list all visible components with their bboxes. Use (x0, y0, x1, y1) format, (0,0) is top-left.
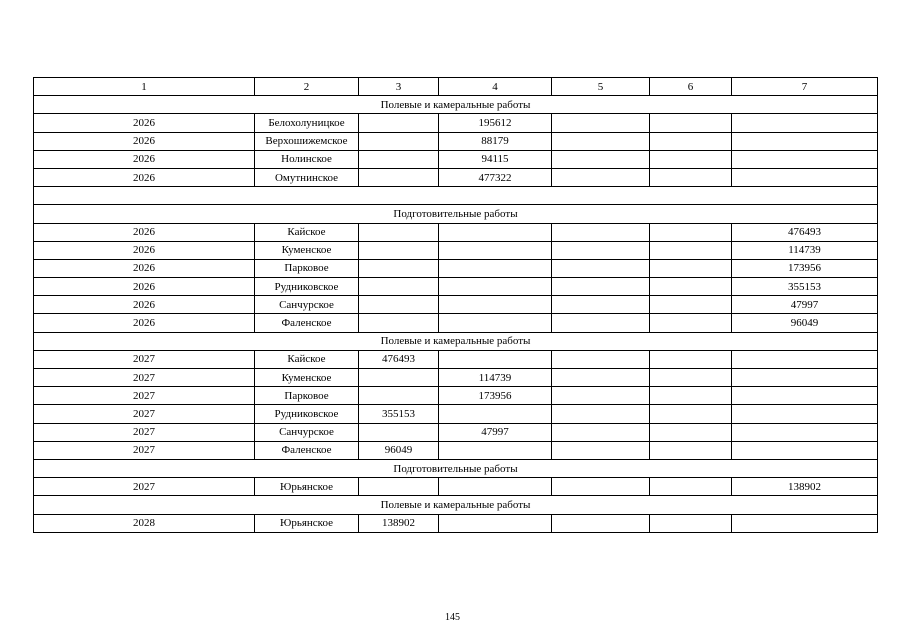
table-cell-col-2: Белохолуницкое (255, 114, 359, 132)
header-cell-1: 1 (34, 78, 255, 96)
table-cell-col-3 (359, 423, 439, 441)
table-cell-col-1: 2027 (34, 405, 255, 423)
header-cell-3: 3 (359, 78, 439, 96)
table-cell-col-5 (552, 150, 650, 168)
table-cell-col-4 (439, 405, 552, 423)
table-row (34, 150, 878, 168)
table-cell-col-1: 2027 (34, 423, 255, 441)
table-cell-col-3 (359, 114, 439, 132)
table-row (34, 241, 878, 259)
header-cell-6: 6 (650, 78, 732, 96)
table-cell-col-2: Юрьянское (255, 478, 359, 496)
table-cell-col-3 (359, 369, 439, 387)
table-cell-col-3 (359, 241, 439, 259)
table-cell-col-3: 355153 (359, 405, 439, 423)
table-cell-col-7: 355153 (732, 278, 878, 296)
table-cell-col-2: Рудниковское (255, 278, 359, 296)
table-cell-col-5 (552, 296, 650, 314)
table-row (34, 350, 878, 368)
table-row (34, 296, 878, 314)
table-row (34, 369, 878, 387)
table-cell-col-5 (552, 387, 650, 405)
table-row (34, 259, 878, 277)
table-row (34, 514, 878, 532)
table-cell-col-5 (552, 478, 650, 496)
table-cell-col-2: Верхошижемское (255, 132, 359, 150)
table-cell-col-7 (732, 132, 878, 150)
table-cell-col-5 (552, 369, 650, 387)
table-cell-col-7 (732, 423, 878, 441)
section-title: Полевые и камеральные работы (34, 96, 878, 114)
table-cell-col-2: Парковое (255, 387, 359, 405)
table-cell-col-1: 2027 (34, 387, 255, 405)
table-cell-col-6 (650, 168, 732, 186)
table-cell-col-1: 2027 (34, 350, 255, 368)
table-cell-col-6 (650, 132, 732, 150)
table-cell-col-7 (732, 114, 878, 132)
table-cell-col-6 (650, 296, 732, 314)
table-cell-col-4 (439, 223, 552, 241)
section-row (34, 459, 878, 477)
table-cell-col-4: 88179 (439, 132, 552, 150)
table-cell-col-1: 2026 (34, 259, 255, 277)
table-cell-col-6 (650, 241, 732, 259)
table-cell-col-4: 173956 (439, 387, 552, 405)
table-cell-col-2: Нолинское (255, 150, 359, 168)
header-row (34, 78, 878, 96)
blank-row (34, 187, 878, 205)
table-cell-col-4 (439, 314, 552, 332)
table-cell-col-7 (732, 405, 878, 423)
table-cell-col-5 (552, 423, 650, 441)
table-cell-col-1: 2028 (34, 514, 255, 532)
table-cell-col-2: Парковое (255, 259, 359, 277)
table-row (34, 478, 878, 496)
table-cell-col-2: Санчурское (255, 423, 359, 441)
table-row (34, 423, 878, 441)
table-cell-col-2: Кайское (255, 223, 359, 241)
works-table-body (34, 78, 878, 533)
table-cell-col-6 (650, 223, 732, 241)
table-cell-col-4 (439, 296, 552, 314)
table-row (34, 405, 878, 423)
header-cell-5: 5 (552, 78, 650, 96)
table-cell-col-7 (732, 168, 878, 186)
table-cell-col-6 (650, 150, 732, 168)
table-cell-col-6 (650, 278, 732, 296)
header-cell-2: 2 (255, 78, 359, 96)
table-cell-col-3: 476493 (359, 350, 439, 368)
table-cell-col-4 (439, 350, 552, 368)
table-cell-col-5 (552, 350, 650, 368)
table-cell-col-7: 173956 (732, 259, 878, 277)
table-cell-col-3: 138902 (359, 514, 439, 532)
table-cell-col-7 (732, 441, 878, 459)
table-cell-col-2: Куменское (255, 241, 359, 259)
table-cell-col-6 (650, 478, 732, 496)
table-cell-col-1: 2027 (34, 478, 255, 496)
section-row (34, 332, 878, 350)
table-cell-col-6 (650, 387, 732, 405)
table-row (34, 278, 878, 296)
section-title: Полевые и камеральные работы (34, 496, 878, 514)
section-row (34, 96, 878, 114)
table-cell-col-6 (650, 405, 732, 423)
table-cell-col-6 (650, 514, 732, 532)
table-cell-col-1: 2026 (34, 223, 255, 241)
table-row (34, 168, 878, 186)
header-cell-4: 4 (439, 78, 552, 96)
table-cell-col-4: 47997 (439, 423, 552, 441)
table-cell-col-3 (359, 478, 439, 496)
section-title: Подготовительные работы (34, 459, 878, 477)
table-cell-col-2: Фаленское (255, 441, 359, 459)
table-cell-col-4 (439, 478, 552, 496)
table-cell-col-5 (552, 314, 650, 332)
table-cell-col-6 (650, 369, 732, 387)
table-cell-col-3 (359, 278, 439, 296)
table-cell-col-2: Омутнинское (255, 168, 359, 186)
table-cell-col-5 (552, 168, 650, 186)
table-cell-col-3 (359, 259, 439, 277)
table-cell-col-3 (359, 150, 439, 168)
table-cell-col-5 (552, 132, 650, 150)
table-cell-col-3 (359, 223, 439, 241)
table-cell-col-7: 47997 (732, 296, 878, 314)
table-cell-col-6 (650, 423, 732, 441)
table-cell-col-6 (650, 259, 732, 277)
table-cell-col-5 (552, 259, 650, 277)
table-row (34, 132, 878, 150)
table-cell-col-1: 2026 (34, 168, 255, 186)
table-cell-col-5 (552, 278, 650, 296)
table-cell-col-3 (359, 387, 439, 405)
table-cell-col-2: Юрьянское (255, 514, 359, 532)
page-number: 145 (445, 612, 460, 623)
table-cell-col-1: 2026 (34, 314, 255, 332)
table-cell-col-7 (732, 369, 878, 387)
table-cell-col-4: 195612 (439, 114, 552, 132)
table-cell-col-7: 96049 (732, 314, 878, 332)
table-cell-col-3 (359, 168, 439, 186)
table-cell-col-1: 2026 (34, 132, 255, 150)
table-cell-col-1: 2026 (34, 296, 255, 314)
table-cell-col-1: 2027 (34, 369, 255, 387)
table-cell-col-4 (439, 441, 552, 459)
table-cell-col-4 (439, 259, 552, 277)
table-cell-col-4 (439, 514, 552, 532)
table-cell-col-5 (552, 223, 650, 241)
table-cell-col-4: 114739 (439, 369, 552, 387)
table-cell-col-4 (439, 278, 552, 296)
header-cell-7: 7 (732, 78, 878, 96)
table-cell-col-6 (650, 350, 732, 368)
table-cell-col-2: Рудниковское (255, 405, 359, 423)
table-cell-col-7 (732, 514, 878, 532)
section-title: Полевые и камеральные работы (34, 332, 878, 350)
table-row (34, 387, 878, 405)
table-cell-col-2: Фаленское (255, 314, 359, 332)
table-cell-col-4: 94115 (439, 150, 552, 168)
table-cell-col-7: 138902 (732, 478, 878, 496)
blank-cell (34, 187, 878, 205)
table-cell-col-6 (650, 314, 732, 332)
table-cell-col-5 (552, 441, 650, 459)
table-cell-col-2: Санчурское (255, 296, 359, 314)
table-cell-col-7 (732, 387, 878, 405)
table-cell-col-7: 114739 (732, 241, 878, 259)
table-row (34, 223, 878, 241)
table-cell-col-1: 2027 (34, 441, 255, 459)
table-cell-col-1: 2026 (34, 150, 255, 168)
table-cell-col-6 (650, 114, 732, 132)
table-cell-col-7 (732, 150, 878, 168)
table-row (34, 441, 878, 459)
works-table (33, 77, 878, 533)
table-cell-col-5 (552, 114, 650, 132)
table-cell-col-7 (732, 350, 878, 368)
table-cell-col-2: Кайское (255, 350, 359, 368)
table-cell-col-3 (359, 296, 439, 314)
table-cell-col-1: 2026 (34, 278, 255, 296)
section-row (34, 496, 878, 514)
table-cell-col-3 (359, 132, 439, 150)
table-cell-col-4: 477322 (439, 168, 552, 186)
table-cell-col-3 (359, 314, 439, 332)
table-cell-col-7: 476493 (732, 223, 878, 241)
table-row (34, 114, 878, 132)
table-row (34, 314, 878, 332)
section-row (34, 205, 878, 223)
table-cell-col-5 (552, 514, 650, 532)
table-cell-col-3: 96049 (359, 441, 439, 459)
table-cell-col-5 (552, 241, 650, 259)
table-cell-col-1: 2026 (34, 114, 255, 132)
table-cell-col-4 (439, 241, 552, 259)
section-title: Подготовительные работы (34, 205, 878, 223)
table-cell-col-2: Куменское (255, 369, 359, 387)
table-cell-col-5 (552, 405, 650, 423)
table-cell-col-6 (650, 441, 732, 459)
table-cell-col-1: 2026 (34, 241, 255, 259)
